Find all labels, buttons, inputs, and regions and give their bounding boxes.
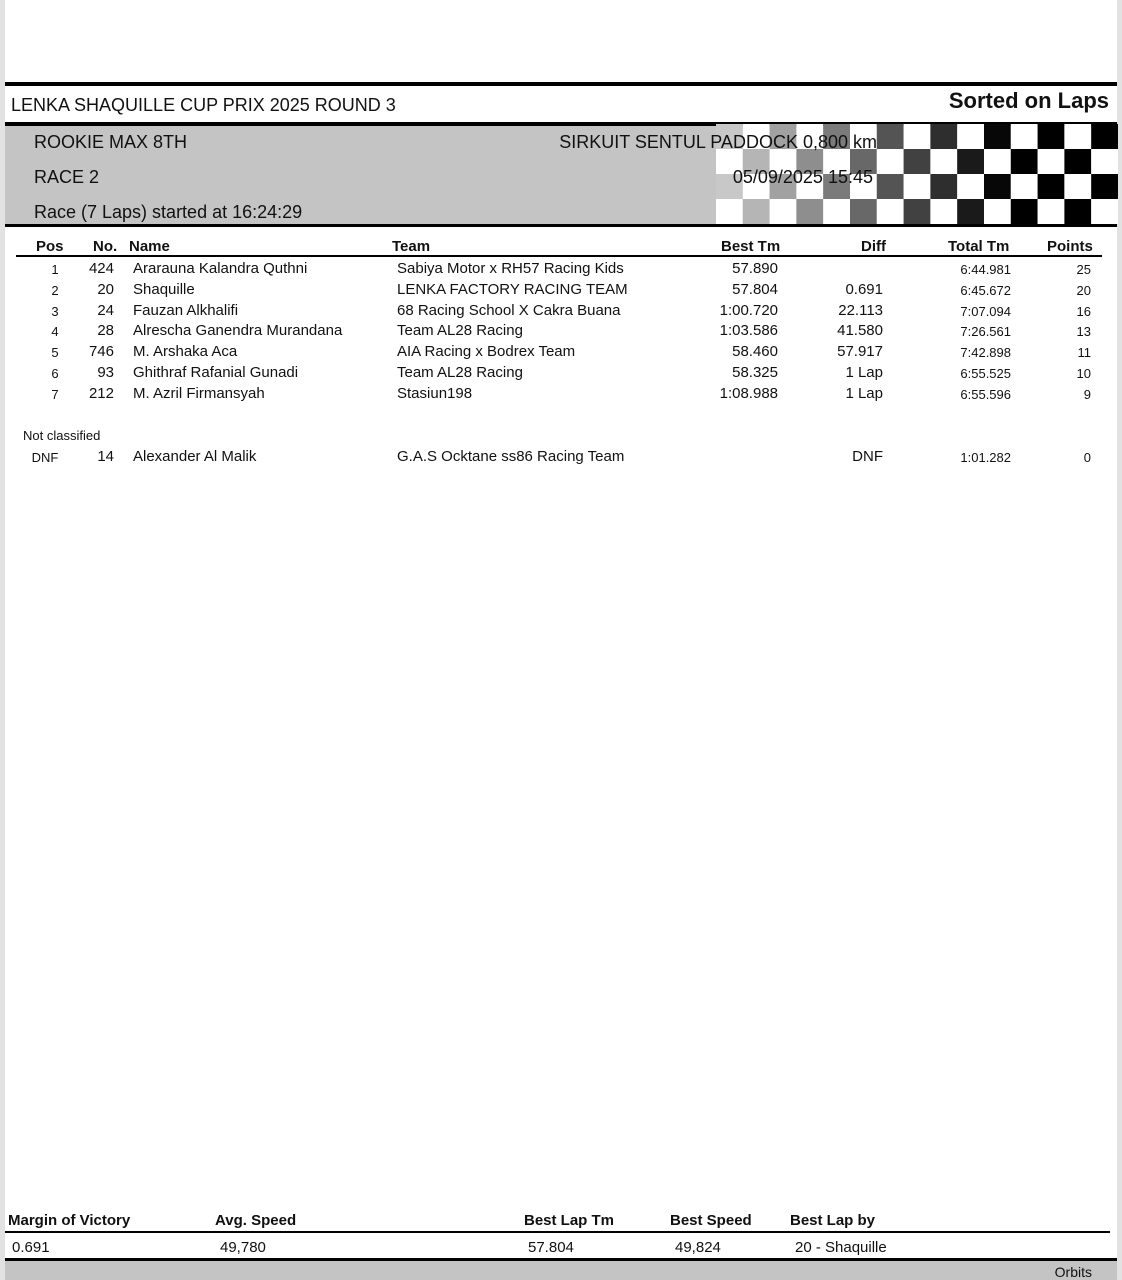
row-diff: 57.917 bbox=[837, 343, 883, 361]
checker-cell bbox=[930, 174, 957, 199]
row-pos: 6 bbox=[51, 365, 59, 381]
table-row bbox=[0, 363, 1122, 384]
checker-cell bbox=[930, 149, 957, 174]
col-no: No. bbox=[93, 238, 118, 255]
results-table bbox=[0, 259, 1122, 405]
checker-cell bbox=[877, 149, 904, 174]
table-row bbox=[0, 447, 1122, 468]
row-total-time: 1:01.282 bbox=[960, 450, 1011, 465]
row-total-time: 7:42.898 bbox=[960, 345, 1011, 361]
row-total-time: 6:55.596 bbox=[960, 386, 1011, 402]
checker-cell bbox=[1064, 124, 1091, 149]
circuit-name: SIRKUIT SENTUL PADDOCK 0,800 km bbox=[559, 132, 877, 152]
row-team: 68 Racing School X Cakra Buana bbox=[397, 301, 621, 319]
row-number: 93 bbox=[97, 363, 114, 381]
avg-speed-label: Avg. Speed bbox=[215, 1212, 297, 1229]
avg-speed-value: 49,780 bbox=[220, 1239, 266, 1256]
checker-cell bbox=[957, 199, 984, 224]
race-name: RACE 2 bbox=[34, 167, 100, 187]
checker-cell bbox=[1038, 174, 1065, 199]
row-driver-name: Alexander Al Malik bbox=[133, 448, 257, 465]
best-lap-time-value: 57.804 bbox=[528, 1239, 574, 1256]
row-driver-name: M. Arshaka Aca bbox=[133, 343, 238, 361]
checker-cell bbox=[957, 149, 984, 174]
row-total-time: 7:26.561 bbox=[960, 324, 1011, 340]
row-pos: 1 bbox=[51, 262, 59, 277]
row-points: 9 bbox=[1083, 386, 1091, 402]
not-classified-label: Not classified bbox=[23, 428, 101, 443]
row-points: 20 bbox=[1076, 282, 1091, 298]
best-speed-value: 49,824 bbox=[675, 1239, 721, 1256]
col-best-time: Best Tm bbox=[721, 238, 781, 255]
best-lap-by-value: 20 - Shaquille bbox=[795, 1239, 887, 1256]
row-driver-name: Ararauna Kalandra Quthni bbox=[133, 260, 308, 277]
row-pos: 5 bbox=[51, 345, 59, 361]
row-team: AIA Racing x Bodrex Team bbox=[397, 343, 576, 361]
best-lap-by-label: Best Lap by bbox=[790, 1212, 876, 1229]
row-team: Sabiya Motor x RH57 Racing Kids bbox=[397, 260, 624, 277]
checker-cell bbox=[743, 199, 770, 224]
col-pos: Pos bbox=[36, 238, 64, 255]
row-pos: 3 bbox=[51, 303, 59, 319]
row-pos: 4 bbox=[51, 324, 59, 340]
checker-cell bbox=[1091, 199, 1118, 224]
row-points: 25 bbox=[1076, 262, 1091, 277]
summary-values bbox=[0, 1239, 1122, 1259]
row-diff: 1 Lap bbox=[845, 363, 883, 381]
checker-cell bbox=[957, 124, 984, 149]
checker-cell bbox=[984, 174, 1011, 199]
event-title: LENKA SHAQUILLE CUP PRIX 2025 ROUND 3 bbox=[11, 95, 396, 115]
row-points: 0 bbox=[1083, 450, 1091, 465]
row-number: 424 bbox=[88, 260, 114, 277]
row-number: 24 bbox=[97, 301, 114, 319]
checker-cell bbox=[770, 199, 797, 224]
table-row bbox=[0, 301, 1122, 322]
row-driver-name: Fauzan Alkhalifi bbox=[133, 301, 239, 319]
row-team: Team AL28 Racing bbox=[397, 363, 523, 381]
row-best-time: 57.890 bbox=[732, 260, 778, 277]
checker-cell bbox=[1064, 149, 1091, 174]
row-best-time: 1:08.988 bbox=[719, 384, 778, 402]
table-row bbox=[0, 259, 1122, 280]
checker-cell bbox=[877, 174, 904, 199]
summary-headers bbox=[0, 1212, 1122, 1232]
footer-band bbox=[5, 1261, 1117, 1280]
checker-cell bbox=[904, 199, 931, 224]
checker-cell bbox=[1064, 199, 1091, 224]
not-classified-table bbox=[0, 447, 1122, 468]
best-lap-time-label: Best Lap Tm bbox=[524, 1212, 615, 1229]
checker-cell bbox=[1011, 149, 1038, 174]
row-number: 20 bbox=[97, 280, 114, 298]
row-driver-name: M. Azril Firmansyah bbox=[133, 384, 265, 402]
checker-cell bbox=[1011, 199, 1038, 224]
summary-rule bbox=[5, 1231, 1110, 1233]
checker-cell bbox=[904, 174, 931, 199]
col-total-time: Total Tm bbox=[948, 238, 1010, 255]
checker-cell bbox=[850, 199, 877, 224]
checker-cell bbox=[1011, 174, 1038, 199]
table-row bbox=[0, 280, 1122, 301]
row-best-time: 58.325 bbox=[732, 363, 778, 381]
row-number: 28 bbox=[97, 322, 114, 340]
row-diff: 22.113 bbox=[838, 301, 883, 319]
row-pos: 2 bbox=[51, 282, 59, 298]
checker-cell bbox=[1064, 174, 1091, 199]
checker-cell bbox=[823, 199, 850, 224]
table-row bbox=[0, 321, 1122, 342]
class-name: ROOKIE MAX 8TH bbox=[34, 132, 188, 152]
table-row bbox=[0, 342, 1122, 363]
checker-cell bbox=[904, 149, 931, 174]
row-number: 14 bbox=[97, 448, 114, 465]
checker-cell bbox=[957, 174, 984, 199]
report-header bbox=[5, 86, 1117, 122]
row-team: G.A.S Ocktane ss86 Racing Team bbox=[397, 448, 625, 465]
row-driver-name: Ghithraf Rafanial Gunadi bbox=[133, 363, 299, 381]
row-diff: 1 Lap bbox=[845, 384, 883, 402]
margin-of-victory-label: Margin of Victory bbox=[8, 1212, 131, 1229]
race-start-text: Race (7 Laps) started at 16:24:29 bbox=[34, 202, 303, 222]
checker-cell bbox=[1091, 174, 1118, 199]
row-total-time: 7:07.094 bbox=[960, 303, 1011, 319]
row-points: 16 bbox=[1076, 303, 1091, 319]
row-best-time: 58.460 bbox=[732, 343, 778, 361]
row-total-time: 6:45.672 bbox=[960, 282, 1011, 298]
row-pos: DNF bbox=[31, 450, 59, 465]
col-points: Points bbox=[1047, 238, 1093, 255]
row-points: 11 bbox=[1077, 345, 1091, 361]
row-best-time: 1:03.586 bbox=[719, 322, 778, 340]
results-column-headers bbox=[16, 237, 1102, 257]
checker-cell bbox=[1091, 149, 1118, 174]
checker-cell bbox=[877, 124, 904, 149]
row-diff: DNF bbox=[852, 448, 883, 465]
sort-label: Sorted on Laps bbox=[948, 88, 1109, 113]
checker-cell bbox=[1038, 124, 1065, 149]
checker-cell bbox=[716, 199, 743, 224]
checker-cell bbox=[796, 199, 823, 224]
margin-of-victory-value: 0.691 bbox=[12, 1239, 50, 1256]
table-row bbox=[0, 384, 1122, 405]
checker-cell bbox=[1038, 199, 1065, 224]
checker-cell bbox=[877, 199, 904, 224]
row-best-time: 57.804 bbox=[732, 280, 778, 298]
row-diff: 0.691 bbox=[845, 280, 883, 298]
row-points: 10 bbox=[1076, 365, 1091, 381]
row-driver-name: Shaquille bbox=[133, 280, 195, 298]
checker-cell bbox=[984, 124, 1011, 149]
row-number: 746 bbox=[88, 343, 114, 361]
checker-cell bbox=[930, 199, 957, 224]
col-name: Name bbox=[129, 238, 170, 255]
footer-brand: Orbits bbox=[1054, 1264, 1092, 1280]
row-pos: 7 bbox=[51, 386, 59, 402]
checker-cell bbox=[984, 199, 1011, 224]
race-date-time: 05/09/2025 15:45 bbox=[732, 167, 873, 187]
row-driver-name: Alrescha Ganendra Murandana bbox=[133, 322, 343, 340]
info-band-rule bbox=[5, 224, 1117, 227]
checker-cell bbox=[930, 124, 957, 149]
checker-cell bbox=[1011, 124, 1038, 149]
row-total-time: 6:55.525 bbox=[960, 365, 1011, 381]
col-diff: Diff bbox=[861, 238, 886, 255]
checker-cell bbox=[1091, 124, 1118, 149]
row-total-time: 6:44.981 bbox=[960, 262, 1011, 277]
row-team: Team AL28 Racing bbox=[397, 322, 523, 340]
best-speed-label: Best Speed bbox=[670, 1212, 752, 1229]
row-number: 212 bbox=[88, 384, 114, 402]
checker-cell bbox=[1038, 149, 1065, 174]
checker-cell bbox=[984, 149, 1011, 174]
row-best-time: 1:00.720 bbox=[719, 301, 778, 319]
column-header-rule bbox=[16, 255, 1102, 257]
row-diff: 41.580 bbox=[837, 322, 883, 340]
row-team: Stasiun198 bbox=[397, 384, 473, 402]
row-points: 13 bbox=[1076, 324, 1091, 340]
checker-cell bbox=[904, 124, 931, 149]
col-team: Team bbox=[392, 238, 431, 255]
row-team: LENKA FACTORY RACING TEAM bbox=[397, 280, 628, 298]
